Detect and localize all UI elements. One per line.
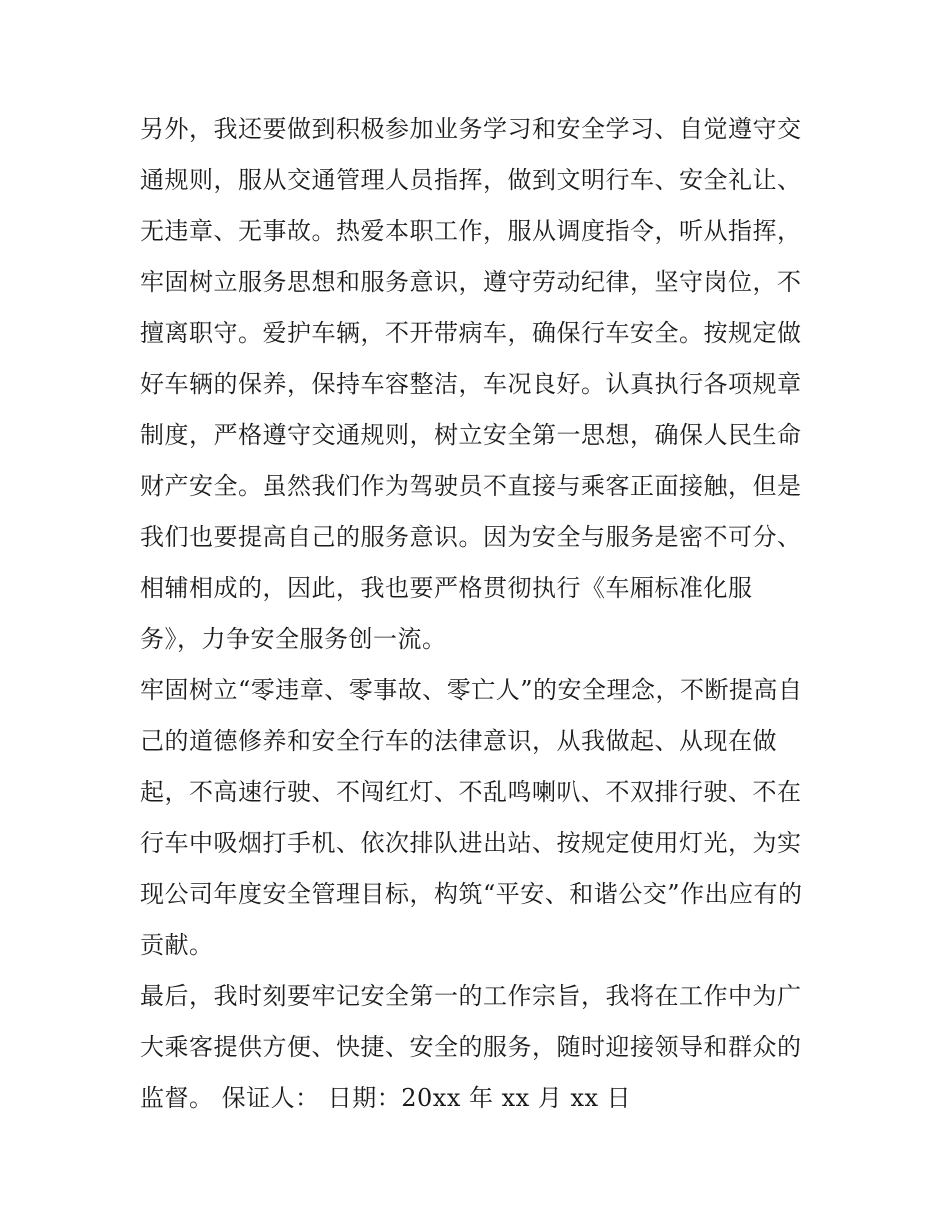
text-line: 大乘客提供方便、快捷、安全的服务，随时迎接领导和群众的 <box>140 1033 802 1061</box>
text-line: 贡献。 <box>140 931 214 959</box>
signature-date-line: 监督。 保证人： 日期：20xx 年 xx 月 xx 日 <box>140 1084 632 1112</box>
paragraph-3 <box>140 971 820 1124</box>
text-line: 最后，我时刻要牢记安全第一的工作宗旨，我将在工作中为广 <box>140 982 802 1010</box>
text-line: 另外，我还要做到积极参加业务学习和安全学习、自觉遵守交 <box>140 115 802 143</box>
text-line: 务》，力争安全服务创一流。 <box>140 625 447 653</box>
text-line: 行车中吸烟打手机、依次排队进出站、按规定使用灯光，为实 <box>140 829 802 857</box>
text-line: 好车辆的保养，保持车容整洁，车况良好。认真执行各项规章 <box>140 370 802 398</box>
text-line: 擅离职守。爱护车辆，不开带病车，确保行车安全。按规定做 <box>140 319 802 347</box>
text-line: 通规则，服从交通管理人员指挥，做到文明行车、安全礼让、 <box>140 166 802 194</box>
text-line: 相辅相成的，因此，我也要严格贯彻执行《车厢标准化服 <box>140 574 753 602</box>
text-line: 牢固树立服务思想和服务意识，遵守劳动纪律，坚守岗位，不 <box>140 268 802 296</box>
text-line: 我们也要提高自己的服务意识。因为安全与服务是密不可分、 <box>140 523 802 551</box>
paragraph-2 <box>140 665 820 971</box>
paragraph-1 <box>140 104 820 665</box>
text-line: 制度，严格遵守交通规则，树立安全第一思想，确保人民生命 <box>140 421 802 449</box>
document-body <box>140 104 820 1124</box>
text-line: 现公司年度安全管理目标，构筑“平安、和谐公交”作出应有的 <box>140 880 803 908</box>
text-line: 己的道德修养和安全行车的法律意识，从我做起、从现在做 <box>140 727 777 755</box>
text-line: 财产安全。虽然我们作为驾驶员不直接与乘客正面接触，但是 <box>140 472 802 500</box>
text-line: 起，不高速行驶、不闯红灯、不乱鸣喇叭、不双排行驶、不在 <box>140 778 802 806</box>
text-line: 无违章、无事故。热爱本职工作，服从调度指令，听从指挥， <box>140 217 802 245</box>
text-line: 牢固树立“零违章、零事故、零亡人”的安全理念，不断提高自 <box>140 676 803 704</box>
